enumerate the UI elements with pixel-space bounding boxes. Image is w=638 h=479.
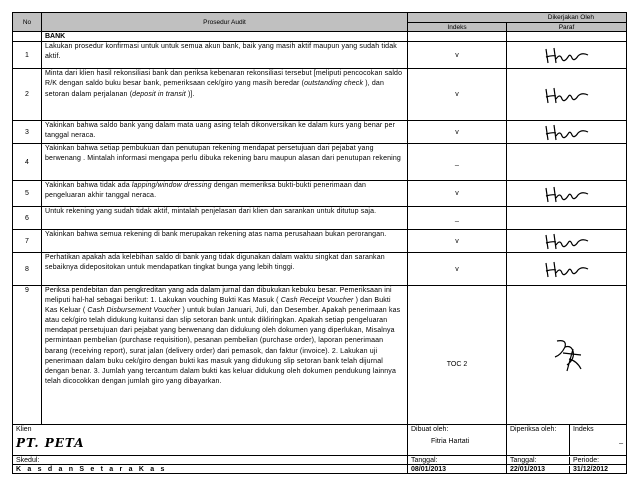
header-index: Indeks: [408, 23, 507, 32]
table-row: [13, 144, 627, 181]
index-mark: v: [408, 42, 507, 69]
schedule-value: K a s d a n S e t a r a K a s: [13, 465, 408, 474]
date1-label: Tanggal:: [408, 456, 507, 465]
period-label: Periode:: [573, 456, 600, 464]
table-row: [13, 181, 627, 207]
initial-signature-icon: [507, 121, 627, 144]
table-row: [13, 286, 627, 425]
header-no: No: [13, 13, 42, 32]
index-mark: v: [408, 230, 507, 253]
index-mark: TOC 2: [408, 286, 507, 425]
index-mark: _: [408, 207, 507, 230]
table-row: [13, 42, 627, 69]
initial-signature-icon: [507, 69, 627, 121]
audit-procedure-table: [12, 12, 627, 474]
client-label: Klien: [16, 426, 32, 433]
client-cell: [13, 425, 408, 456]
index-value: _: [619, 437, 623, 444]
footer-row-schedule: [13, 456, 627, 465]
row-number: 8: [13, 253, 42, 286]
initial-signature-icon: [507, 181, 627, 207]
section-row: [13, 32, 627, 42]
row-number: 1: [13, 42, 42, 69]
prepared-by: Fitria Hartati: [431, 438, 470, 445]
footer-row-values: [13, 465, 627, 474]
row-number: 4: [13, 144, 42, 181]
client-name: PT. PETA: [16, 436, 85, 450]
index-mark: v: [408, 181, 507, 207]
procedure-text: Yakinkan bahwa saldo bank yang dalam mata uang asing telah dikonversikan ke dalam kurs yang benar per tanggal neraca.: [42, 121, 408, 144]
procedure-text: Minta dari klien hasil rekonsiliasi bank dan periksa kebenaran rekonsiliasi tersebut [meliputi pencocokan saldo R/K dengan saldo buku besar bank, pemeriksaan cek/giro yang masih beredar (outstanding check ), dan setoran dalam perjalanan (deposit in transit )].: [42, 69, 408, 121]
table-row: [13, 207, 627, 230]
index-mark: v: [408, 69, 507, 121]
review-index-cell: [507, 425, 627, 456]
table-row: [13, 253, 627, 286]
reviewer-signature-icon: [507, 286, 627, 425]
initial-signature-icon: [507, 42, 627, 69]
table-row: [13, 121, 627, 144]
index-label: Indeks: [573, 426, 594, 433]
row-number: 3: [13, 121, 42, 144]
row-number: 2: [13, 69, 42, 121]
row-number: 7: [13, 230, 42, 253]
date2-value: 22/01/2013: [507, 466, 570, 473]
row-number: 5: [13, 181, 42, 207]
table-row: [13, 69, 627, 121]
date2-label: Tanggal:: [507, 457, 570, 464]
procedure-text: Lakukan prosedur konfirmasi untuk untuk semua akun bank, baik yang masih aktif maupun yang sudah tidak aktif.: [42, 42, 408, 69]
initial-signature-icon: [507, 253, 627, 286]
procedure-text: Yakinkan bahwa semua rekening di bank merupakan rekening atas nama perusahaan bukan perorangan.: [42, 230, 408, 253]
row-number: 9: [13, 286, 42, 425]
reviewed-label: Diperiksa oleh:: [507, 425, 570, 455]
header-done-by: Dikerjakan Oleh: [408, 13, 627, 23]
schedule-label: Skedul:: [13, 456, 408, 465]
prepared-cell: [408, 425, 507, 456]
header-procedure: Prosedur Audit: [42, 13, 408, 32]
section-title: BANK: [42, 32, 408, 42]
procedure-text: Yakinkan bahwa tidak ada lapping/window dressing dengan memeriksa bukti-bukti penerimaan dan pengeluaran akhir tanggal neraca.: [42, 181, 408, 207]
procedure-text: Yakinkan bahwa setiap pembukuan dan penutupan rekening mendapat persetujuan dari pejabat yang berwenang . Mintalah informasi mengapa perlu dibuka rekening baru maupun alasan dari penutupan rekening: [42, 144, 408, 181]
row-number: 6: [13, 207, 42, 230]
header-initial: Paraf: [507, 23, 627, 32]
period-value: 31/12/2012: [573, 465, 609, 473]
table-row: [13, 230, 627, 253]
audit-working-paper: [12, 12, 626, 474]
table-header-row-1: [13, 13, 627, 23]
index-mark: v: [408, 121, 507, 144]
procedure-text: Perhatikan apakah ada kelebihan saldo di bank yang tidak digunakan dalam waktu singkat dan sarankan sebaiknya didepositokan untuk mendapatkan tingkat bunga yang lebih tinggi.: [42, 253, 408, 286]
prepared-label: Dibuat oleh:: [411, 426, 449, 433]
procedure-text: Periksa pendebitan dan pengkreditan yang ada dalam jurnal dan dibukukan kebuku besar. Pemeriksaan ini meliputi hal-hal sebagai berikut: 1. Lakukan vouching Bukti Kas Masuk ( Cash Receipt Voucher ) dan Bukti Kas Keluar ( Cash Disbursement Voucher ) untuk bulan Januari, Juli, dan Desember. Apakah penerimaan kas atau cek/giro telah didukung kuitansi dan slip setoran bank untuk dikliringkan. Apakah setiap pengeluaran mendapat persetujuan dari pejabat yang berwenang dan didukung oleh dokumen yang diperlukan, Misalnya permintaan pembelian (purchase requisition), pesanan pembelian (purchase order), laporan penerimaan barang (receiving report), surat jalan (delivery order) dari pemasok, dan faktur (invoice). 2. Lakukan uji penerimaan dalam buku cek/giro dengan bukti kas masuk yang didukung slip setoran bank telah dijurnal dengan benar. 3. Jumlah yang tercantum dalam bukti kas keluar didukung oleh dokumen pendukung lainnya telah dicocokkan dengan jumlah giro yang dibayarkan.: [42, 286, 408, 425]
footer-row-client: [13, 425, 627, 456]
index-mark: _: [408, 144, 507, 181]
index-mark: v: [408, 253, 507, 286]
date1-value: 08/01/2013: [408, 465, 507, 474]
procedure-text: Untuk rekening yang sudah tidak aktif, mintalah penjelasan dari klien dan sarankan untuk ditutup saja.: [42, 207, 408, 230]
initial-signature-icon: [507, 230, 627, 253]
